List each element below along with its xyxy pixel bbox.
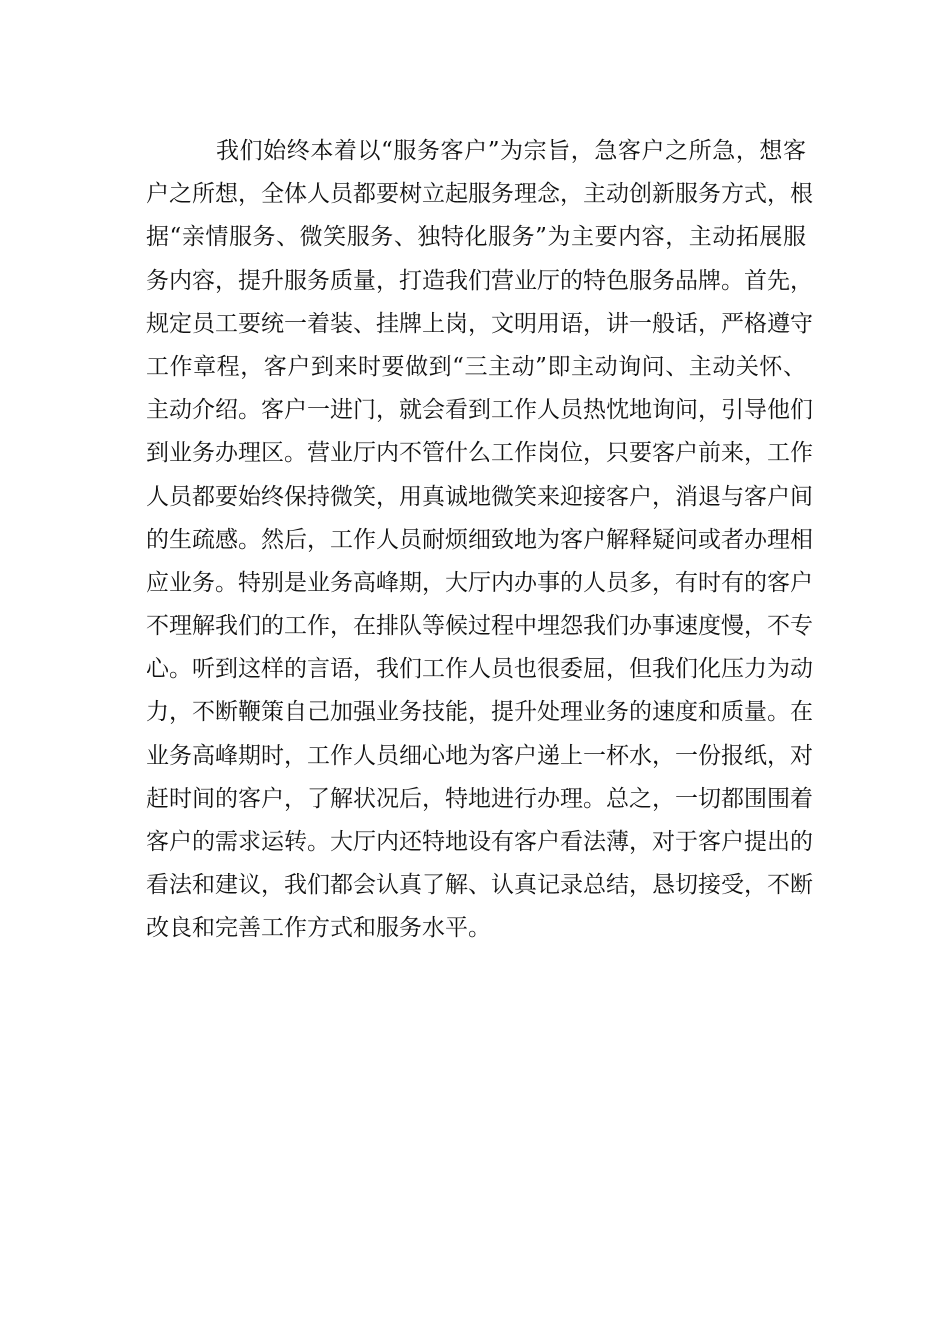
paragraph-line-6: 工作章程，客户到来时要做到“三主动”即主动询问、主动关怀、 [146,353,806,380]
paragraph-line-18: 看法和建议，我们都会认真了解、认真记录总结，恳切接受，不断 [146,872,813,899]
body-paragraph [146,130,813,951]
paragraph-line-17: 客户的需求运转。大厅内还特地设有客户看法薄，对于客户提出的 [146,829,813,855]
paragraph-line-16: 赶时间的客户，了解状况后，特地进行办理。总之，一切都围围着 [146,785,813,812]
paragraph-line-12: 不理解我们的工作，在排队等候过程中埋怨我们办事速度慢，不专 [146,613,813,640]
paragraph-line-15: 业务高峰期时，工作人员细心地为客户递上一杯水，一份报纸，对 [146,742,813,769]
paragraph-line-13: 心。听到这样的言语，我们工作人员也很委屈，但我们化压力为动 [146,656,813,683]
paragraph-line-7: 主动介绍。客户一进门，就会看到工作人员热忱地询问，引导他们 [146,397,813,424]
paragraph-line-19: 改良和完善工作方式和服务水平。 [146,915,491,942]
paragraph-line-10: 的生疏感。然后，工作人员耐烦细致地为客户解释疑问或者办理相 [146,526,813,553]
paragraph-line-3: 据“亲情服务、微笑服务、独特化服务”为主要内容，主动拓展服 [146,224,806,251]
paragraph-line-4: 务内容，提升服务质量，打造我们营业厅的特色服务品牌。首先， [146,267,813,294]
paragraph-line-5: 规定员工要统一着装、挂牌上岗，文明用语，讲一般话，严格遵守 [146,310,813,337]
paragraph-line-1: 我们始终本着以“服务客户”为宗旨，急客户之所急，想客 [216,138,806,164]
paragraph-line-11: 应业务。特别是业务高峰期，大厅内办事的人员多，有时有的客户 [146,569,813,596]
paragraph-line-14: 力，不断鞭策自己加强业务技能，提升处理业务的速度和质量。在 [146,699,813,726]
paragraph-line-9: 人员都要始终保持微笑，用真诚地微笑来迎接客户，消退与客户间 [146,483,813,510]
paragraph-line-8: 到业务办理区。营业厅内不管什么工作岗位，只要客户前来，工作 [146,440,813,467]
paragraph-line-2: 户之所想，全体人员都要树立起服务理念，主动创新服务方式，根 [146,181,813,208]
